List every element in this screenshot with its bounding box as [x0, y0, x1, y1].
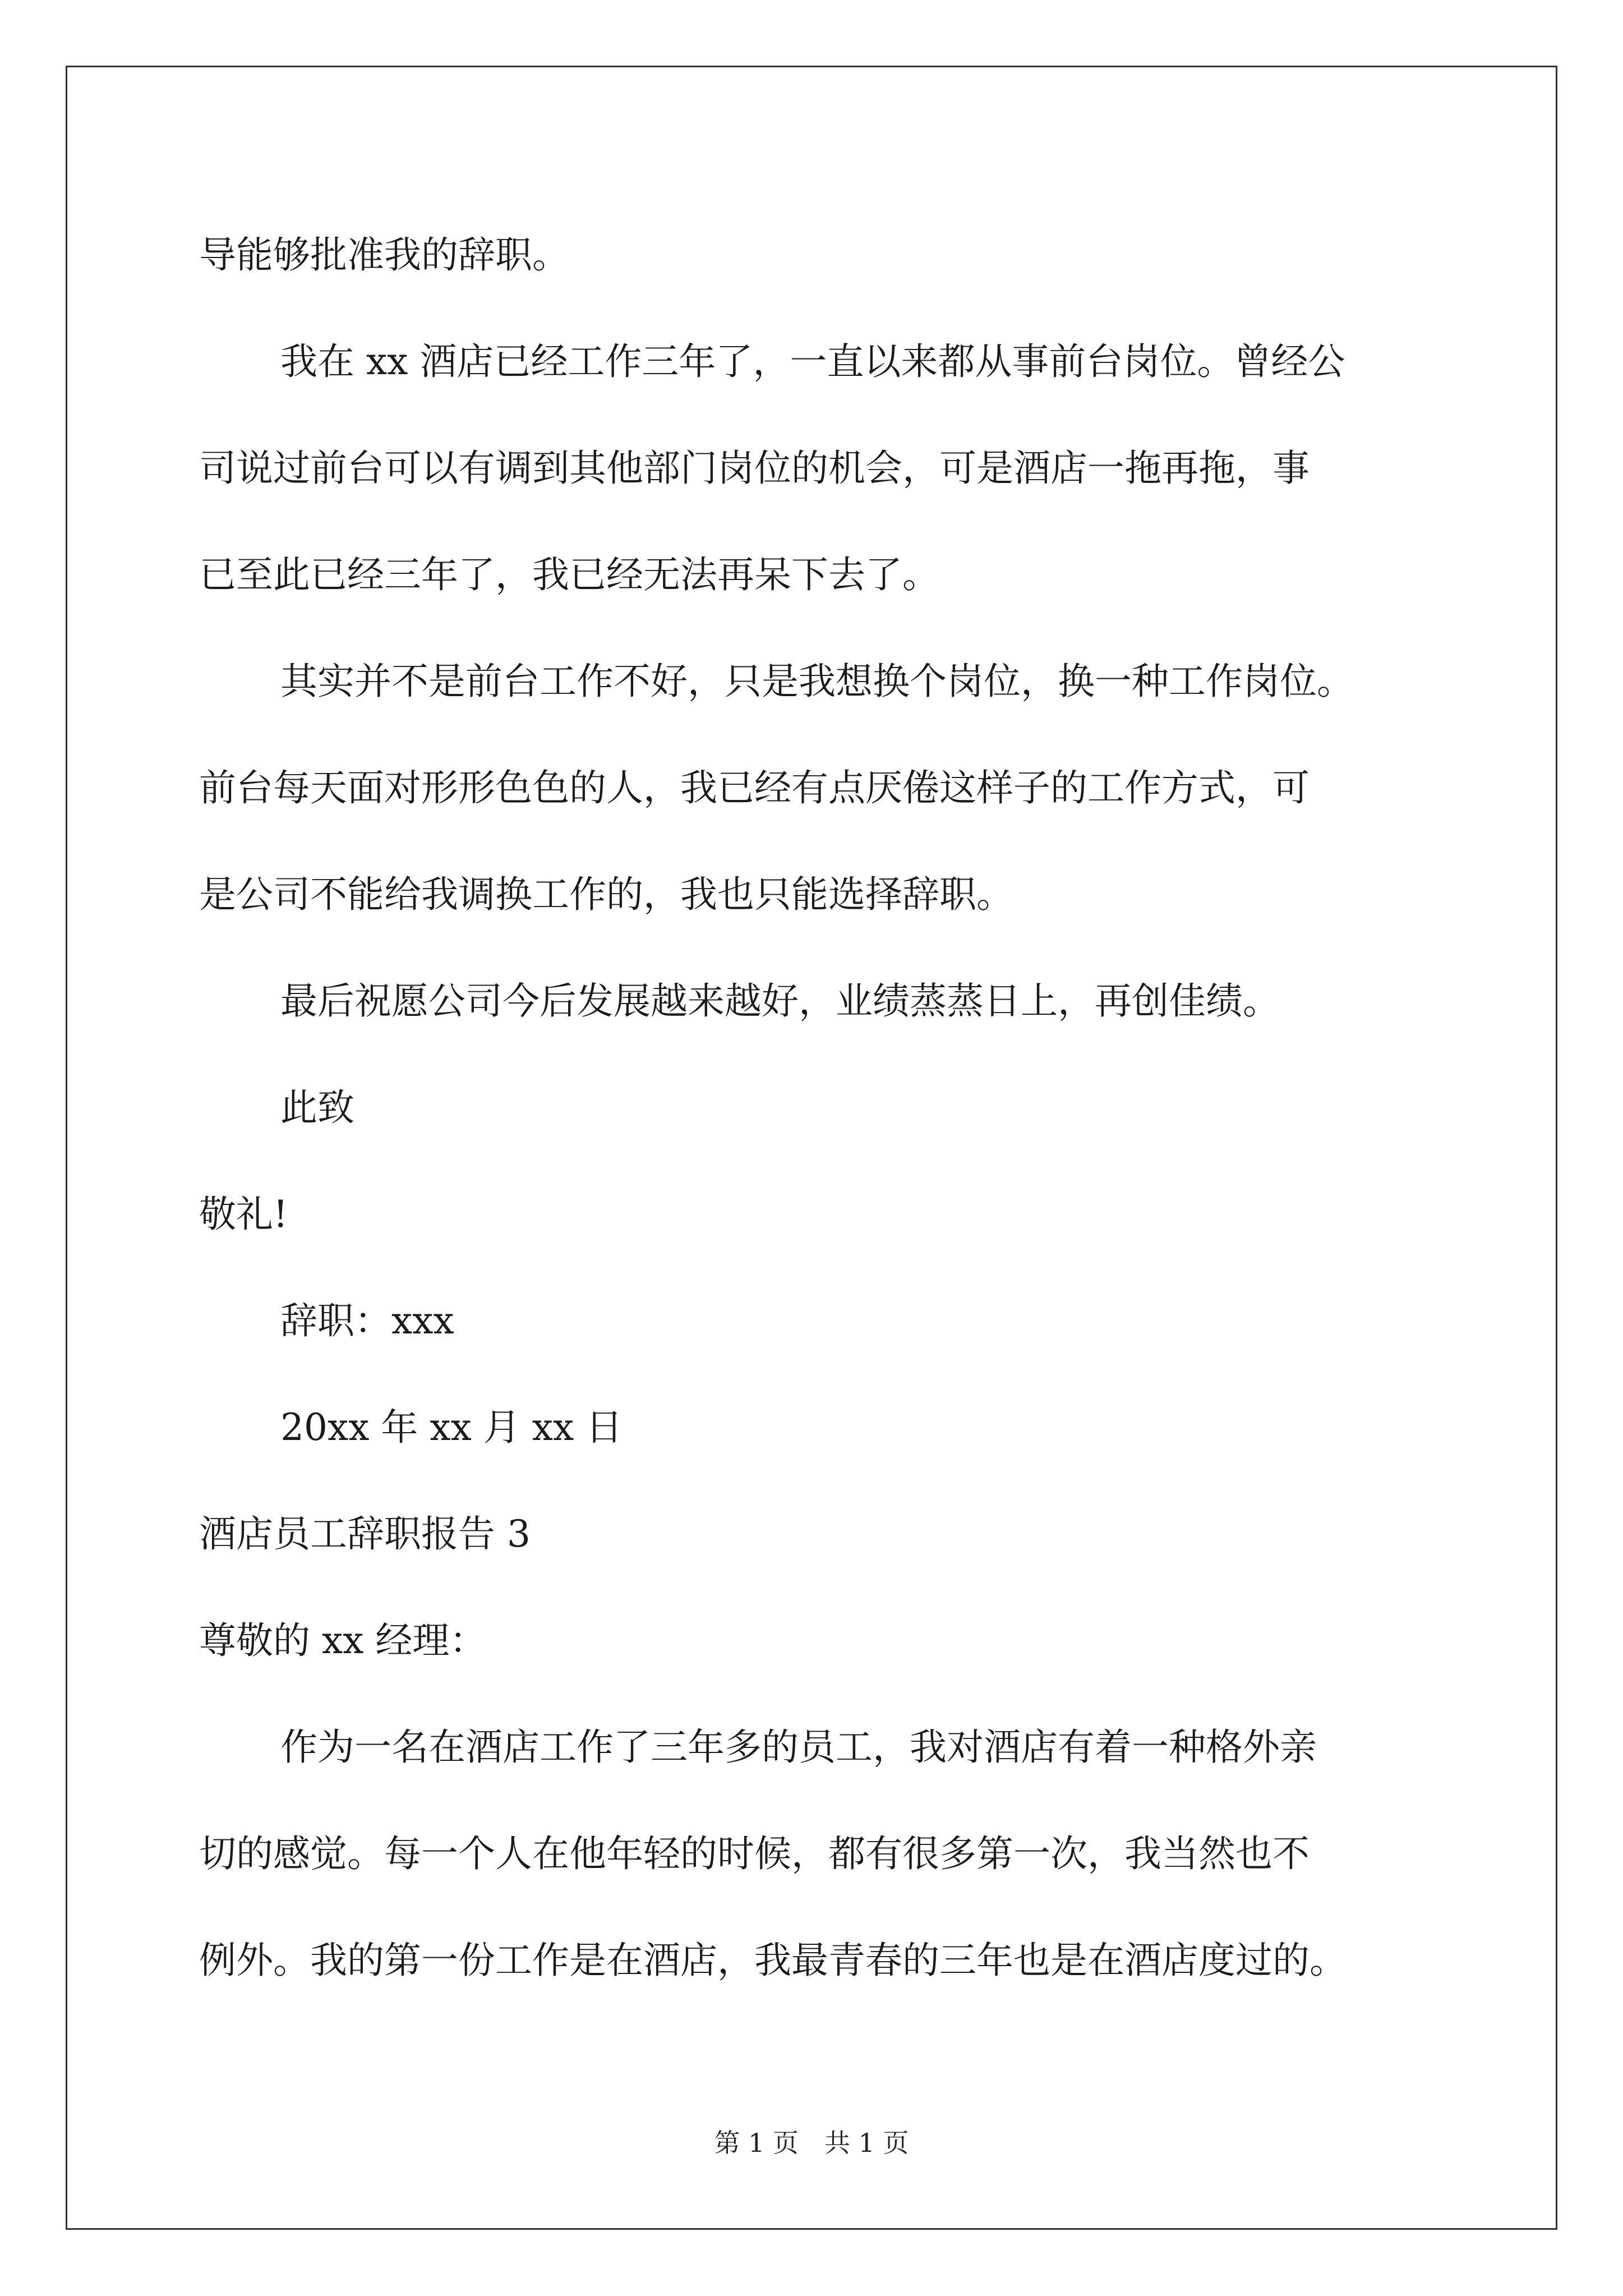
text-line: 已至此已经三年了，我已经无法再呆下去了。: [199, 553, 939, 596]
text-line: 例外。我的第一份工作是在酒店，我最青春的三年也是在酒店度过的。: [199, 1939, 1347, 1982]
paragraph-start: 我在 xx 酒店已经工作三年了，一直以来都从事前台岗位。曾经公: [280, 340, 1345, 383]
paragraph-start: 其实并不是前台工作不好，只是我想换个岗位，换一种工作岗位。: [280, 660, 1354, 703]
text-line: 司说过前台可以有调到其他部门岗位的机会，可是酒店一拖再拖，事: [199, 447, 1310, 490]
text-line: 是公司不能给我调换工作的，我也只能选择辞职。: [199, 873, 1013, 916]
document-body: [199, 202, 1427, 2014]
date-line: 20xx 年 xx 月 xx 日: [280, 1406, 623, 1449]
text-line: 前台每天面对形形色色的人，我已经有点厌倦这样子的工作方式，可: [199, 766, 1310, 809]
text-line: 导能够批准我的辞职。: [199, 233, 569, 277]
text-line: 切的感觉。每一个人在他年轻的时候，都有很多第一次，我当然也不: [199, 1832, 1310, 1875]
salutation: 敬礼!: [199, 1193, 288, 1236]
signature-line: 辞职：xxx: [280, 1299, 454, 1342]
greeting: 尊敬的 xx 经理：: [199, 1619, 487, 1662]
section-title: 酒店员工辞职报告 3: [199, 1512, 531, 1556]
closing-phrase: 此致: [280, 1086, 354, 1129]
page-footer: 第 1 页 共 1 页: [714, 2128, 909, 2158]
paragraph-start: 作为一名在酒店工作了三年多的员工，我对酒店有着一种格外亲: [280, 1726, 1317, 1769]
paragraph-start: 最后祝愿公司今后发展越来越好，业绩蒸蒸日上，再创佳绩。: [280, 979, 1280, 1023]
